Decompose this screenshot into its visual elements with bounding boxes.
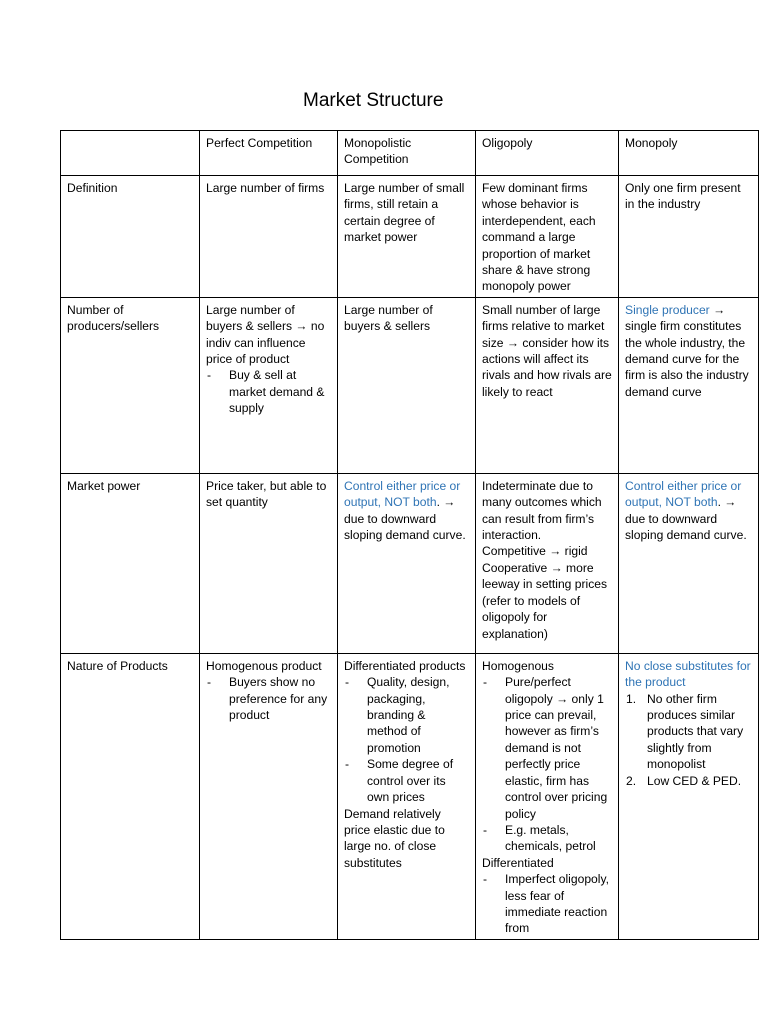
products-monopoly-highlight: No close substitutes for the product [625,658,751,690]
power-mc [338,473,476,653]
definition-mc: Large number of small firms, still retain a certain degree of market power [338,176,476,298]
power-monopoly-text: . → due to downward sloping demand curve. [625,495,747,543]
products-pc-text: Homogenous product [206,658,322,673]
market-power-row [61,473,759,653]
power-monopoly-highlight: Control either price or output, NOT both [625,478,742,510]
list-item [482,871,612,937]
list-item [344,756,469,805]
producers-monopoly-text: → single firm constitutes the whole industry, the demand curve for the firm is also the industry demand curve [625,302,749,399]
products-olig-bullet-3: Imperfect oligopoly, less fear of immediate reaction from [505,872,609,936]
producers-pc [200,297,338,473]
header-perfect-competition: Perfect Competition [200,131,338,176]
list-number: 2. [626,773,637,788]
producers-oligopoly: Small number of large firms relative to market size → consider how its actions will affect its rivals and how rivals are likely to react [476,297,619,473]
products-monopoly-list [625,691,752,789]
list-item [482,674,612,822]
producers-mc: Large number of buyers & sellers [338,297,476,473]
products-row [61,653,759,939]
header-monopolistic-competition [338,131,476,176]
products-mc-text: Differentiated products [344,658,466,673]
definition-label: Definition [61,176,200,298]
products-label: Nature of Products [61,653,200,939]
header-row [61,131,759,176]
products-olig-bullet-2: E.g. metals, chemicals, petrol [505,822,596,854]
list-item [482,822,612,855]
power-monopoly [619,473,759,653]
products-pc-bullet: Buyers show no preference for any product [229,675,328,723]
products-mc-tail: Demand relatively price elastic due to large no. of close substitutes [344,806,445,870]
list-item [625,691,752,773]
definition-pc: Large number of firms [200,176,338,298]
list-item [206,367,331,416]
header-mc-line1: Monopolistic [344,136,412,150]
page-title: Market Structure [303,90,444,111]
market-structure-table [60,130,759,940]
bullet-marker: - [345,675,350,690]
power-pc: Price taker, but able to set quantity [200,473,338,653]
bullet-marker: - [483,872,488,887]
bullet-marker: - [483,675,488,690]
products-olig-list-2 [482,871,612,937]
header-mc-line2: Competition [344,152,409,167]
products-mc [338,653,476,939]
producers-monopoly-highlight: Single producer [625,302,710,317]
power-mc-text: . → due to downward sloping demand curve. [344,495,466,543]
producers-monopoly [619,297,759,473]
power-oligopoly [476,473,619,653]
bullet-marker: - [483,822,488,837]
list-number: 1. [626,691,637,706]
products-monopoly-item-1: No other firm produces similar products that vary slightly from monopolist [647,691,744,772]
products-olig-list-1 [482,674,612,854]
products-olig-bullet-1: Pure/perfect oligopoly → only 1 price can prevail, however as firm’s demand is not perfectly price elastic, firm has control over pricing policy [505,675,608,821]
power-olig-intro: Indeterminate due to many outcomes which can result from firm’s interaction. [482,478,602,543]
power-olig-competitive: Competitive → rigid [482,544,588,559]
products-monopoly-item-2: Low CED & PED. [647,773,742,788]
power-mc-highlight: Control either price or output, NOT both [344,478,461,510]
bullet-marker: - [345,757,350,772]
products-monopoly [619,653,759,939]
producers-label: Number of producers/sellers [61,297,200,473]
producers-pc-bullet: Buy & sell at market demand & supply [229,368,325,416]
power-olig-reference: (refer to models of oligopoly for explanation) [482,593,581,641]
products-olig-differentiated: Differentiated [482,855,554,870]
products-olig-homogenous: Homogenous [482,658,554,673]
header-oligopoly: Oligopoly [476,131,619,176]
products-mc-bullet-1: Quality, design, packaging, branding & method of promotion [367,675,450,755]
list-item [206,674,331,723]
producers-row [61,297,759,473]
definition-monopoly: Only one firm present in the industry [619,176,759,298]
products-mc-bullet-2: Some degree of control over its own prices [367,757,454,805]
products-pc [200,653,338,939]
producers-pc-list [206,367,331,416]
power-label: Market power [61,473,200,653]
products-mc-list [344,674,469,805]
definition-row [61,176,759,298]
power-olig-cooperative: Cooperative → more leeway in setting prices [482,560,608,592]
definition-oligopoly: Few dominant firms whose behavior is interdependent, each command a large proportion of market share & have strong monopoly power [476,176,619,298]
products-pc-list [206,674,331,723]
bullet-marker: - [207,368,212,383]
products-oligopoly [476,653,619,939]
producers-pc-text: Large number of buyers & sellers → no indiv can influence price of product [206,302,325,367]
header-monopoly: Monopoly [619,131,759,176]
bullet-marker: - [207,675,212,690]
list-item [625,773,752,789]
header-blank-cell [61,131,200,176]
list-item [344,674,469,756]
